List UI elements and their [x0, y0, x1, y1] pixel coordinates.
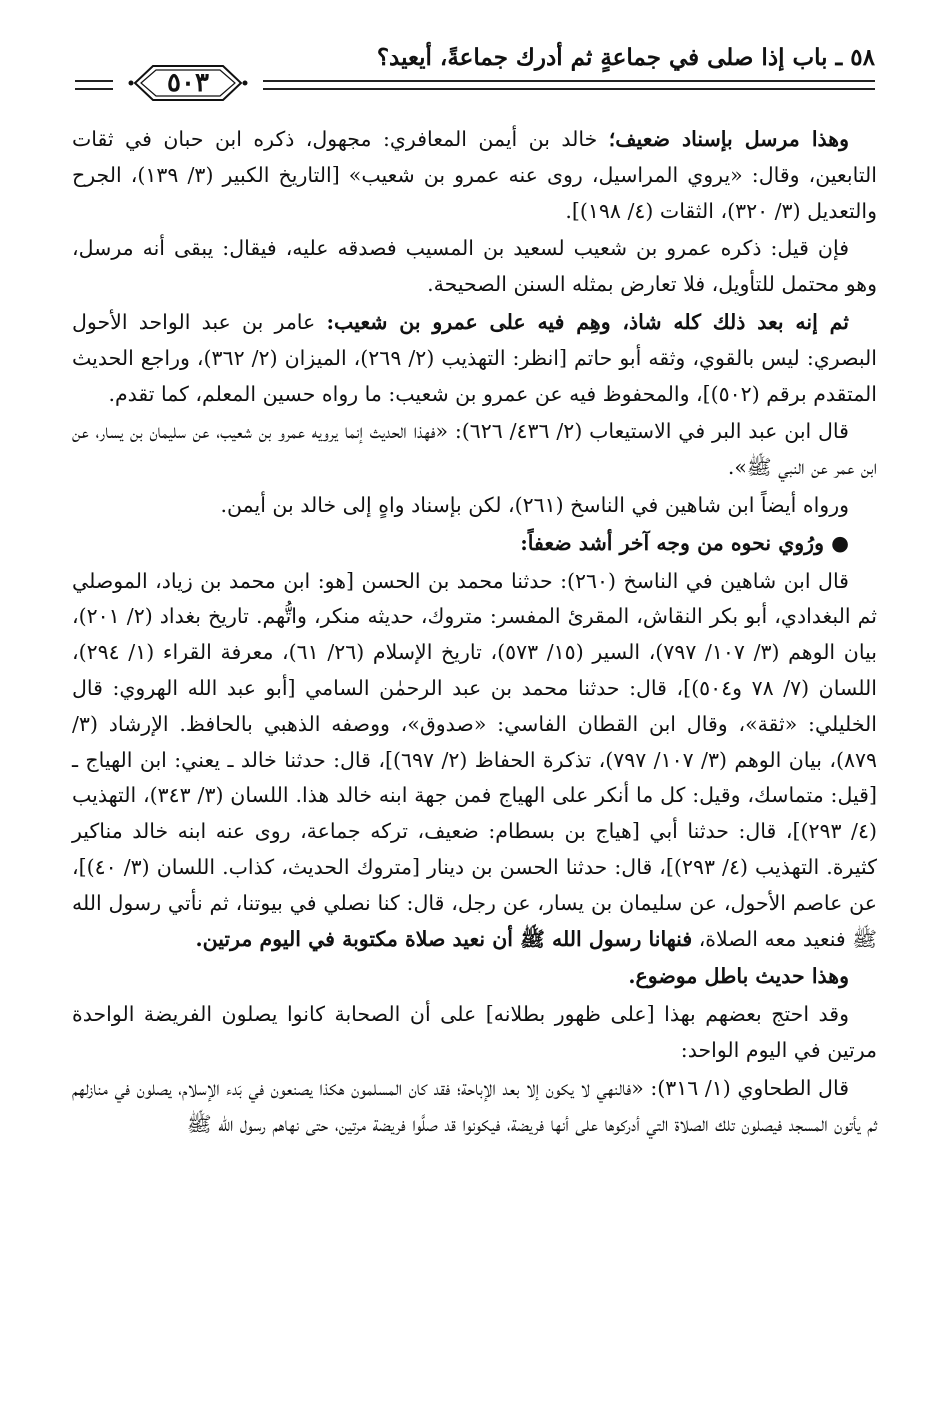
bullet-heading: ● ورُوي نحوه من وجه آخر أشد ضعفاً:: [520, 530, 849, 555]
paragraph: [72, 997, 877, 1069]
paragraph: [72, 305, 877, 412]
bold-tail: فنهانا رسول الله ﷺ أن نعيد صلاة مكتوبة في اليوم مرتين.: [195, 926, 693, 951]
paragraph-text: عامر بن عبد الواحد الأحول البصري: ليس بالقوي، وثقه أبو حاتم [انظر: التهذيب (٢/ ٢٦٩)، الميزان (٢/ ٣٦٢)، وراجع الحديث المتقدم برقم (٥٠٢)]، والمحفوظ فيه عن عمرو بن شعيب: ما رواه حسين المعلم، كما تقدم.: [72, 309, 877, 406]
paragraph-text: قال ابن شاهين في الناسخ (٢٦٠): حدثنا محمد بن الحسن [هو: ابن محمد بن زياد، الموصلي ثم البغدادي، أبو بكر النقاش، المقرئ المفسر: متروك، حديثه منكر، واتُّهم. تاريخ بغداد (٢/ ٢٠١)، بيان الوهم (٣/ ١٠٧/ ٧٩٧)، السير (١٥/ ٥٧٣)، تاريخ الإسلام (٢٦/ ٦١)، معرفة القراء (١/ ٢٩٤)، اللسان (٧/ ٧٨ و٥٠٤)]، قال: حدثنا محمد بن عبد الرحمٰن السامي [أبو عبد الله الهروي: قال الخليلي: «ثقة»، وقال ابن القطان الفاسي: «صدوق»، ووصفه الذهبي بالحافظ. الإرشاد (٣/ ٨٧٩)، بيان الوهم (٣/ ١٠٧/ ٧٩٧)، تذكرة الحفاظ (٢/ ٦٩٧)]، قال: حدثنا خالد ـ يعني: ابن الهياج ـ [قيل: متماسك، وقيل: كل ما أنكر على الهياج فمن جهة ابنه خالد هذا. اللسان (٣/ ٣٤٣)، التهذيب (٤/ ٢٩٣)]، قال: حدثنا أبي [هياج بن بسطام: ضعيف، تركه جماعة، روى عنه ابنه خالد مناكير كثيرة. التهذيب (٤/ ٢٩٣)]، قال: حدثنا الحسن بن دينار [متروك الحديث، كذاب. اللسان (٣/ ٤٠)]، عن عاصم الأحول، عن سليمان بن يسار، عن رجل، قال: كنا نصلي في بيوتنا، ثم نأتي رسول الله ﷺ فنعيد معه الصلاة،: [72, 568, 877, 951]
paragraph: [72, 414, 877, 486]
paragraph-text: قال الطحاوي (١/ ٣١٦): «فالنهي لا يكون إلا بعد الإباحة؛ فقد كان المسلمون هكذا يصنعون في بَدء الإسلام، يصلون في منازلهم ثم يأتون المسجد فيصلون تلك الصلاة التي أدركوها على أنها فريضة، فيكونوا قد صلَّوا فريضة مرتين، حتى نهاهم رسول الله ﷺ: [72, 1075, 877, 1136]
bold-lead: وهذا حديث باطل موضوع.: [628, 964, 849, 989]
paragraph: [72, 122, 877, 229]
paragraph: [72, 959, 877, 995]
paragraph: [72, 488, 877, 524]
paragraph-text: قال ابن عبد البر في الاستيعاب (٢/ ٤٣٦/ ٦٢٦): «فهذا الحديث إنما يرويه عمرو بن شعيب، عن سليمان بن يسار، عن ابن عمر عن النبي ﷺ».: [72, 419, 877, 480]
page-header: [75, 38, 875, 108]
paragraph: [72, 564, 877, 958]
chapter-title: ٥٨ ـ باب إذا صلى في جماعةٍ ثم أدرك جماعةً، أيعيد؟: [376, 44, 875, 71]
paragraph-text: خالد بن أيمن المعافري: مجهول، ذكره ابن حبان في ثقات التابعين، وقال: «يروي المراسيل، روى عنه عمرو بن شعيب» [التاريخ الكبير (٣/ ١٣٩)، الجرح والتعديل (٣/ ٣٢٠)، الثقات (٤/ ١٩٨)].: [72, 127, 877, 223]
paragraph-text: فإن قيل: ذكره عمرو بن شعيب لسعيد بن المسيب فصدقه عليه، فيقال: يبقى أنه مرسل، وهو محتمل للتأويل، فلا تعارض بمثله السنن الصحيحة.: [72, 236, 877, 297]
paragraph: [72, 231, 877, 303]
paragraph-text: ورواه أيضاً ابن شاهين في الناسخ (٢٦١)، لكن بإسناد واهٍ إلى خالد بن أيمن.: [220, 492, 849, 517]
paragraph-text: وقد احتج بعضهم بهذا [على ظهور بطلانه] على أن الصحابة كانوا يصلون الفريضة الواحدة مرتين في اليوم الواحد:: [72, 1002, 877, 1062]
body-text: [72, 122, 877, 1144]
bold-lead: ثم إنه بعد ذلك كله شاذ، وهِم فيه على عمرو بن شعيب:: [326, 309, 849, 334]
section-bullet: [72, 526, 877, 562]
bold-lead: وهذا مرسل بإسناد ضعيف؛: [608, 127, 849, 151]
page-number: ٥٠٣: [167, 68, 209, 98]
paragraph: [72, 1071, 877, 1143]
page-number-ornament: [113, 60, 263, 106]
